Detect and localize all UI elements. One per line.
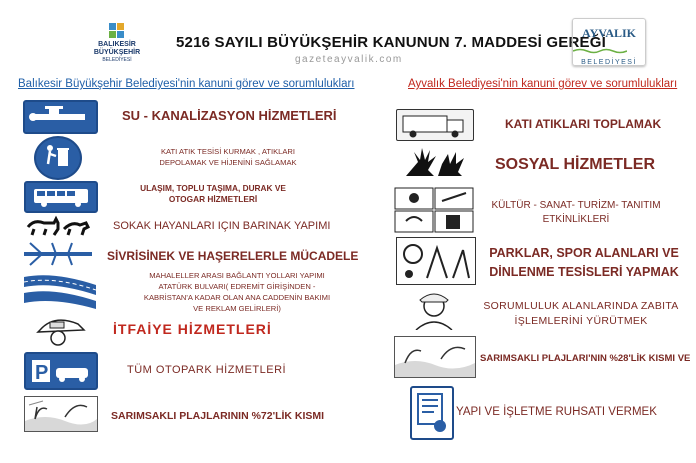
left-item-6-text: MAHALELLER ARASI BAĞLANTI YOLLARI YAPIMI ATATÜRK BULVARI( EDREMİT GİRİŞİNDEN - KABRİSTAN'A KADAR OLAN ANA CADDENİN BAKIMI VE REKLAM GELİRLERİ) xyxy=(143,271,331,313)
bus-icon xyxy=(24,181,98,213)
right-item-7-text: YAPI VE İŞLETME RUHSATI VERMEK xyxy=(456,406,657,418)
culture-icon xyxy=(394,187,474,233)
stray-animals-icon xyxy=(24,213,94,237)
left-item-1-text: SU - KANALİZASYON HİZMETLERİ xyxy=(122,108,337,123)
left-item-7-text: İTFAİYE HİZMETLERİ xyxy=(113,321,272,337)
watermark: gazeteayvalik.com xyxy=(295,54,403,65)
license-icon xyxy=(410,386,454,440)
left-item-3-text: ULAŞIM, TOPLU TAŞIMA, DURAK VE OTOGAR HİZMETLERİ xyxy=(140,183,286,204)
left-item-2-text: KATI ATIK TESİSİ KURMAK , ATIKLARI DEPOLAMAK VE HİJENİNİ SAĞLAMAK xyxy=(159,147,297,167)
right-item-6-text: SARIMSAKLI PLAJLARI'NIN %28'LİK KISMI VE xyxy=(480,353,691,364)
firefighter-icon xyxy=(24,312,96,348)
beach-icon xyxy=(24,396,98,432)
helping-hands-icon xyxy=(398,144,470,184)
balikesir-logo-line3: BELEDİYESİ xyxy=(102,57,132,63)
park-icon xyxy=(396,237,476,285)
ayvalik-logo-line1: AYVALIK xyxy=(581,26,637,40)
mosquito-icon xyxy=(22,241,96,267)
right-column-header: Ayvalık Belediyesi'nin kanuni görev ve sorumlulukları xyxy=(408,78,678,90)
wave-icon xyxy=(573,48,627,54)
water-pipe-icon xyxy=(23,100,98,134)
trash-bin-icon xyxy=(34,136,82,180)
left-item-9-text: SARIMSAKLI PLAJLARININ %72'LİK KISMI xyxy=(111,410,325,422)
left-item-4-text: SOKAK HAYANLARI IÇIN BARINAK YAPIMI xyxy=(113,220,331,232)
left-item-8-text: TÜM OTOPARK HİZMETLERİ xyxy=(127,364,287,376)
parking-icon xyxy=(24,352,98,390)
right-item-1-text: KATI ATIKLARI TOPLAMAK xyxy=(505,117,662,131)
balikesir-logo-line1: BALIKESİR xyxy=(98,41,136,48)
road-icon xyxy=(24,271,96,309)
beach-icon-right xyxy=(394,336,476,378)
right-item-4-text: PARKLAR, SPOR ALANLARI VE DİNLENME TESİSLERİ YAPMAK xyxy=(489,246,679,279)
ayvalik-logo-line2: BELEDİYESİ xyxy=(581,59,637,66)
left-column-header: Balıkesir Büyükşehir Belediyesi'nin kanuni görev ve sorumlulukları xyxy=(18,78,355,90)
balikesir-logo-line2: BÜYÜKŞEHİR xyxy=(93,49,141,56)
right-item-2-text: SOSYAL HİZMETLER xyxy=(495,156,656,173)
police-icon xyxy=(396,290,472,330)
garbage-truck-icon xyxy=(396,109,474,141)
page-title: 5216 SAYILI BÜYÜKŞEHİR KANUNUN 7. MADDESİ GEREĞİ xyxy=(176,34,606,51)
svg-text:P: P xyxy=(35,362,49,384)
ayvalik-logo xyxy=(572,18,646,66)
balikesir-logo-mark xyxy=(106,22,128,40)
left-item-5-text: SİVRİSİNEK VE HAŞERELERLE MÜCADELE xyxy=(107,249,359,263)
balikesir-logo xyxy=(88,22,146,63)
right-item-5-text: SORUMLULUK ALANLARINDA ZABITA İŞLEMLERİNİ YÜRÜTMEK xyxy=(483,300,679,327)
right-item-3-text: KÜLTÜR - SANAT- TURİZM- TANITIM ETKİNLİKLERİ xyxy=(491,200,661,225)
